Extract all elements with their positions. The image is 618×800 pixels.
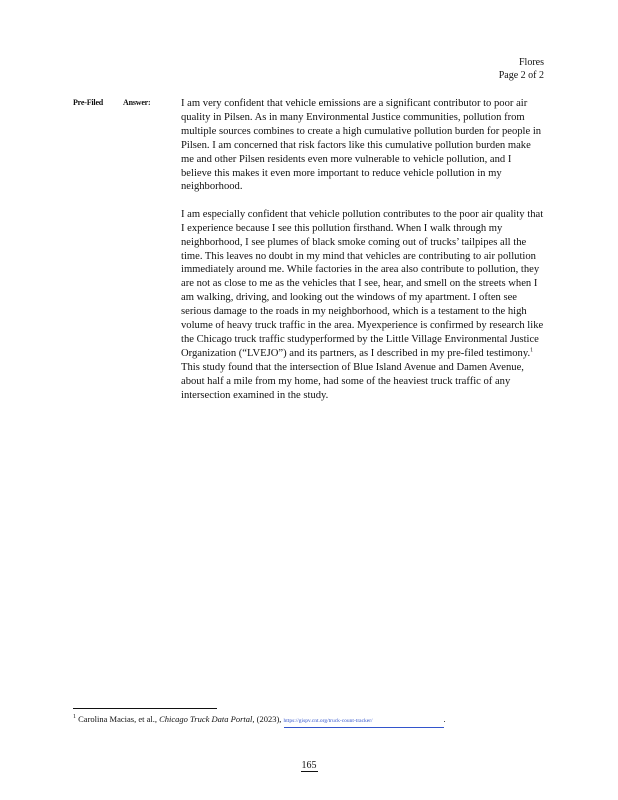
header-page: Page 2 of 2	[498, 70, 544, 81]
answer-paragraph-2	[181, 208, 544, 403]
answer-text	[181, 97, 544, 416]
answer-paragraph-1: I am very confident that vehicle emissions are a significant contributor to poor air quality in Pilsen. As in many Environmental Justice communities, pollution from multiple sources combines to create a high cumulative pollution burden for people in Pilsen. I am concerned that risk factors like this cumulative pollution burden make me and other Pilsen residents even more vulnerable to vehicle pollution, and I believe this makes it even more important to reduce vehicle pollution in my neighborhood.	[181, 98, 542, 193]
footnote-end: .	[443, 714, 446, 724]
answer-paragraph-2-part-1: I am especially confident that vehicle pollution contributes to the poor air quality that I experience because I see this pollution firsthand. When I walk through my neighborhood, I see plumes of black smoke coming out of trucks’ tailpipes all the time. This leaves no doubt in my mind that vehicles are contributing to air pollution immediately around me. While factories in the area also contribute to pollution, they are not as close to me as the vehicles that I see, hear, and smell on the streets when I am walking, driving, and looking out the windows of my apartment. I often see serious damage to the roads in my neighborhood, which is a testament to the high volume of heavy truck traffic in the area. Myexperience is confirmed by research like the Chicago truck traffic studyperformed by the Little Village Environmental Justice Organization (“LVEJO”) and its partners, as I described in my pre-filed testimony.	[181, 208, 544, 359]
answer-label: Answer:	[123, 98, 151, 107]
footnote-reference[interactable]: 1	[530, 347, 534, 354]
page-header	[499, 56, 544, 82]
answer-paragraph-2-part-2: This study found that the intersection of Blue Island Avenue and Damen Avenue, about half a mile from my home, had some of the heaviest truck traffic of any intersection examined in the study.	[181, 361, 524, 401]
footnote-year: , (2023),	[252, 714, 284, 724]
footnote-number: 1	[73, 714, 76, 721]
footnote-authors: Carolina Macias, et al.,	[76, 714, 160, 724]
footnote-divider	[73, 708, 217, 709]
footnote	[73, 714, 446, 728]
page-number-text: 165	[301, 760, 317, 771]
header-name: Flores	[519, 57, 544, 68]
prefiled-label: Pre-Filed	[73, 98, 104, 107]
footnote-link[interactable]: https://gispv.cnt.org/truck-count-tracker/	[284, 716, 444, 728]
page-number	[0, 760, 618, 771]
footnote-title: Chicago Truck Data Portal	[159, 714, 253, 724]
